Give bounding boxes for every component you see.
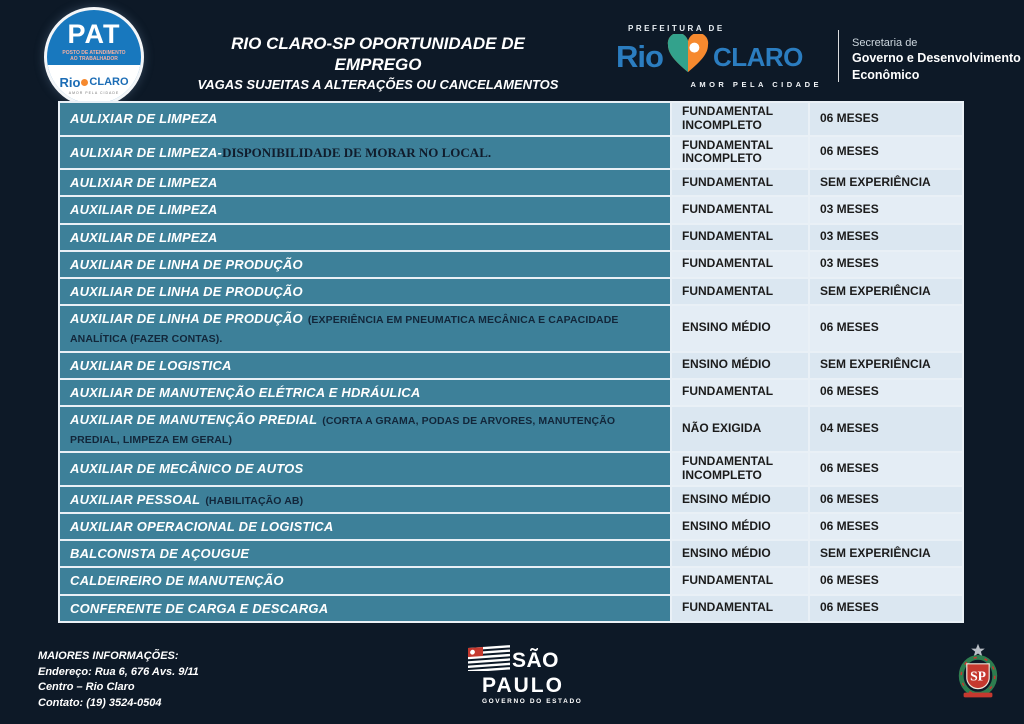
header-divider [838, 30, 839, 82]
heart-pin-icon [665, 34, 711, 79]
experience-cell: 06 MESES [810, 514, 962, 539]
education-cell: ENSINO MÉDIO [672, 487, 808, 512]
table-row [60, 170, 962, 195]
job-cell [60, 197, 670, 222]
job-title: CALDEIREIRO DE MANUTENÇÃO [70, 573, 284, 589]
job-title: AUXILIAR DE LIMPEZA [70, 229, 218, 245]
job-cell [60, 353, 670, 378]
table-row [60, 103, 962, 135]
experience-cell: 06 MESES [810, 137, 962, 169]
job-cell [60, 306, 670, 350]
sp-coat-of-arms-icon [954, 643, 1002, 704]
pat-brand-rio: Rio [59, 74, 81, 90]
table-row [60, 541, 962, 566]
table-row [60, 407, 962, 451]
job-title: AUXILIAR DE MANUTENÇÃO ELÉTRICA E HDRÁULICA [70, 384, 421, 400]
experience-cell: 03 MESES [810, 225, 962, 250]
job-title: AUXILIAR DE LINHA DE PRODUÇÃO [70, 283, 303, 299]
job-title: AUXILIAR DE LINHA DE PRODUÇÃO [70, 256, 303, 272]
job-cell [60, 568, 670, 593]
experience-cell: 06 MESES [810, 596, 962, 621]
education-cell: FUNDAMENTAL [672, 279, 808, 304]
table-row [60, 306, 962, 350]
table-row [60, 197, 962, 222]
table-row [60, 514, 962, 539]
job-cell [60, 103, 670, 135]
experience-cell: 06 MESES [810, 568, 962, 593]
job-note: (CORTA A GRAMA, PODAS DE ARVORES, MANUTENÇÃO PREDIAL, LIMPEZA EM GERAL) [70, 414, 616, 447]
experience-cell: 04 MESES [810, 407, 962, 451]
table-row [60, 353, 962, 378]
education-cell: ENSINO MÉDIO [672, 514, 808, 539]
job-cell [60, 225, 670, 250]
experience-cell: SEM EXPERIÊNCIA [810, 170, 962, 195]
gov-logo-paulo: PAULO [482, 674, 564, 698]
job-table [58, 101, 964, 623]
job-title: AULIXIAR DE LIMPEZA- [70, 144, 223, 160]
experience-cell: SEM EXPERIÊNCIA [810, 279, 962, 304]
sp-flag-icon [468, 645, 510, 676]
job-cell [60, 514, 670, 539]
prefeitura-tagline: AMOR PELA CIDADE [690, 80, 822, 89]
secretaria-line2: Governo e Desenvolvimento [852, 51, 1021, 66]
experience-cell: 06 MESES [810, 103, 962, 135]
pat-pin-icon [81, 79, 88, 86]
job-note: (EXPERIÊNCIA EM PNEUMATICA MECÂNICA E CAPACIDADE ANALÍTICA (FAZER CONTAS). [70, 314, 619, 346]
job-title: AULIXIAR DE LIMPEZA [70, 111, 218, 127]
education-cell: FUNDAMENTAL [672, 225, 808, 250]
prefeitura-logo [616, 24, 826, 89]
experience-cell: 06 MESES [810, 380, 962, 405]
job-cell [60, 252, 670, 277]
education-cell: ENSINO MÉDIO [672, 541, 808, 566]
job-note: (HABILITAÇÃO AB) [205, 494, 304, 507]
experience-cell: SEM EXPERIÊNCIA [810, 353, 962, 378]
job-title: AUXILIAR DE LINHA DE PRODUÇÃO [70, 311, 303, 327]
table-row [60, 137, 962, 169]
job-title: AUXILIAR PESSOAL [70, 491, 201, 507]
wordmark-claro: CLARO [712, 41, 803, 72]
footer-address: Endereço: Rua 6, 676 Avs. 9/11 [38, 665, 199, 678]
table-row [60, 380, 962, 405]
education-cell: ENSINO MÉDIO [672, 306, 808, 350]
table-row [60, 279, 962, 304]
footer-info-title: MAIORES INFORMAÇÕES: [38, 650, 179, 663]
table-row [60, 453, 962, 485]
table-row [60, 252, 962, 277]
job-title: AULIXIAR DE LIMPEZA [70, 175, 218, 191]
pat-brand-claro: CLARO [89, 75, 129, 88]
secretaria-block [852, 36, 1021, 83]
job-cell [60, 487, 670, 512]
pat-rio-claro-wordmark [59, 76, 128, 89]
table-row [60, 225, 962, 250]
job-title: AUXILIAR DE LOGISTICA [70, 357, 232, 373]
education-cell: FUNDAMENTAL INCOMPLETO [672, 103, 808, 135]
table-row [60, 568, 962, 593]
education-cell: FUNDAMENTAL INCOMPLETO [672, 137, 808, 169]
job-cell [60, 541, 670, 566]
experience-cell: SEM EXPERIÊNCIA [810, 541, 962, 566]
job-cell [60, 170, 670, 195]
job-title: AUXILIAR OPERACIONAL DE LOGISTICA [70, 519, 334, 535]
job-cell [60, 407, 670, 451]
job-title: AUXILIAR DE MECÂNICO DE AUTOS [70, 461, 304, 477]
education-cell: FUNDAMENTAL [672, 380, 808, 405]
job-title: BALCONISTA DE AÇOUGUE [70, 546, 250, 562]
wordmark-rio: Rio [616, 39, 663, 74]
experience-cell: 06 MESES [810, 306, 962, 350]
education-cell: FUNDAMENTAL [672, 596, 808, 621]
education-cell: NÃO EXIGIDA [672, 407, 808, 451]
experience-cell: 06 MESES [810, 453, 962, 485]
pat-logo [44, 7, 144, 107]
job-title: AUXILIAR DE MANUTENÇÃO PREDIAL [70, 411, 318, 427]
education-cell: FUNDAMENTAL [672, 568, 808, 593]
title-subtitle: VAGAS SUJEITAS A ALTERAÇÕES OU CANCELAMENTOS [197, 76, 559, 92]
title-main: RIO CLARO-SP OPORTUNIDADE DE EMPREGO [231, 34, 525, 75]
job-cell [60, 453, 670, 485]
education-cell: FUNDAMENTAL INCOMPLETO [672, 453, 808, 485]
experience-cell: 06 MESES [810, 487, 962, 512]
job-title: AUXILIAR DE LIMPEZA [70, 202, 218, 218]
sao-paulo-gov-logo [468, 645, 588, 705]
education-cell: ENSINO MÉDIO [672, 353, 808, 378]
job-cell [60, 380, 670, 405]
job-title: CONFERENTE DE CARGA E DESCARGA [70, 600, 329, 616]
rio-claro-wordmark [616, 34, 826, 79]
education-cell: FUNDAMENTAL [672, 252, 808, 277]
education-cell: FUNDAMENTAL [672, 170, 808, 195]
footer-contact: Contato: (19) 3524-0504 [38, 696, 162, 709]
secretaria-line1: Secretaria de [852, 37, 918, 49]
table-row [60, 596, 962, 621]
pat-acronym: PAT [67, 19, 121, 50]
education-cell: FUNDAMENTAL [672, 197, 808, 222]
footer-info [38, 649, 199, 711]
pat-logo-top [47, 10, 141, 65]
table-row [60, 487, 962, 512]
experience-cell: 03 MESES [810, 197, 962, 222]
page-title [188, 33, 568, 93]
footer-district: Centro – Rio Claro [38, 681, 135, 694]
gov-logo-sao: SÃO [512, 648, 560, 672]
crest-initials: SP [970, 668, 986, 684]
gov-logo-estado: GOVERNO DO ESTADO [482, 698, 583, 705]
pat-tagline: AMOR PELA CIDADE [68, 90, 120, 95]
job-cell [60, 596, 670, 621]
pat-subtitle: POSTO DE ATENDIMENTO AO TRABALHADOR [62, 50, 126, 63]
secretaria-line3: Econômico [852, 67, 920, 82]
job-cell [60, 137, 670, 169]
pat-logo-bottom [47, 65, 141, 106]
experience-cell: 03 MESES [810, 252, 962, 277]
prefeitura-kicker: PREFEITURA DE [628, 24, 725, 33]
job-note-serif: DISPONIBILIDADE DE MORAR NO LOCAL. [222, 144, 492, 160]
job-cell [60, 279, 670, 304]
